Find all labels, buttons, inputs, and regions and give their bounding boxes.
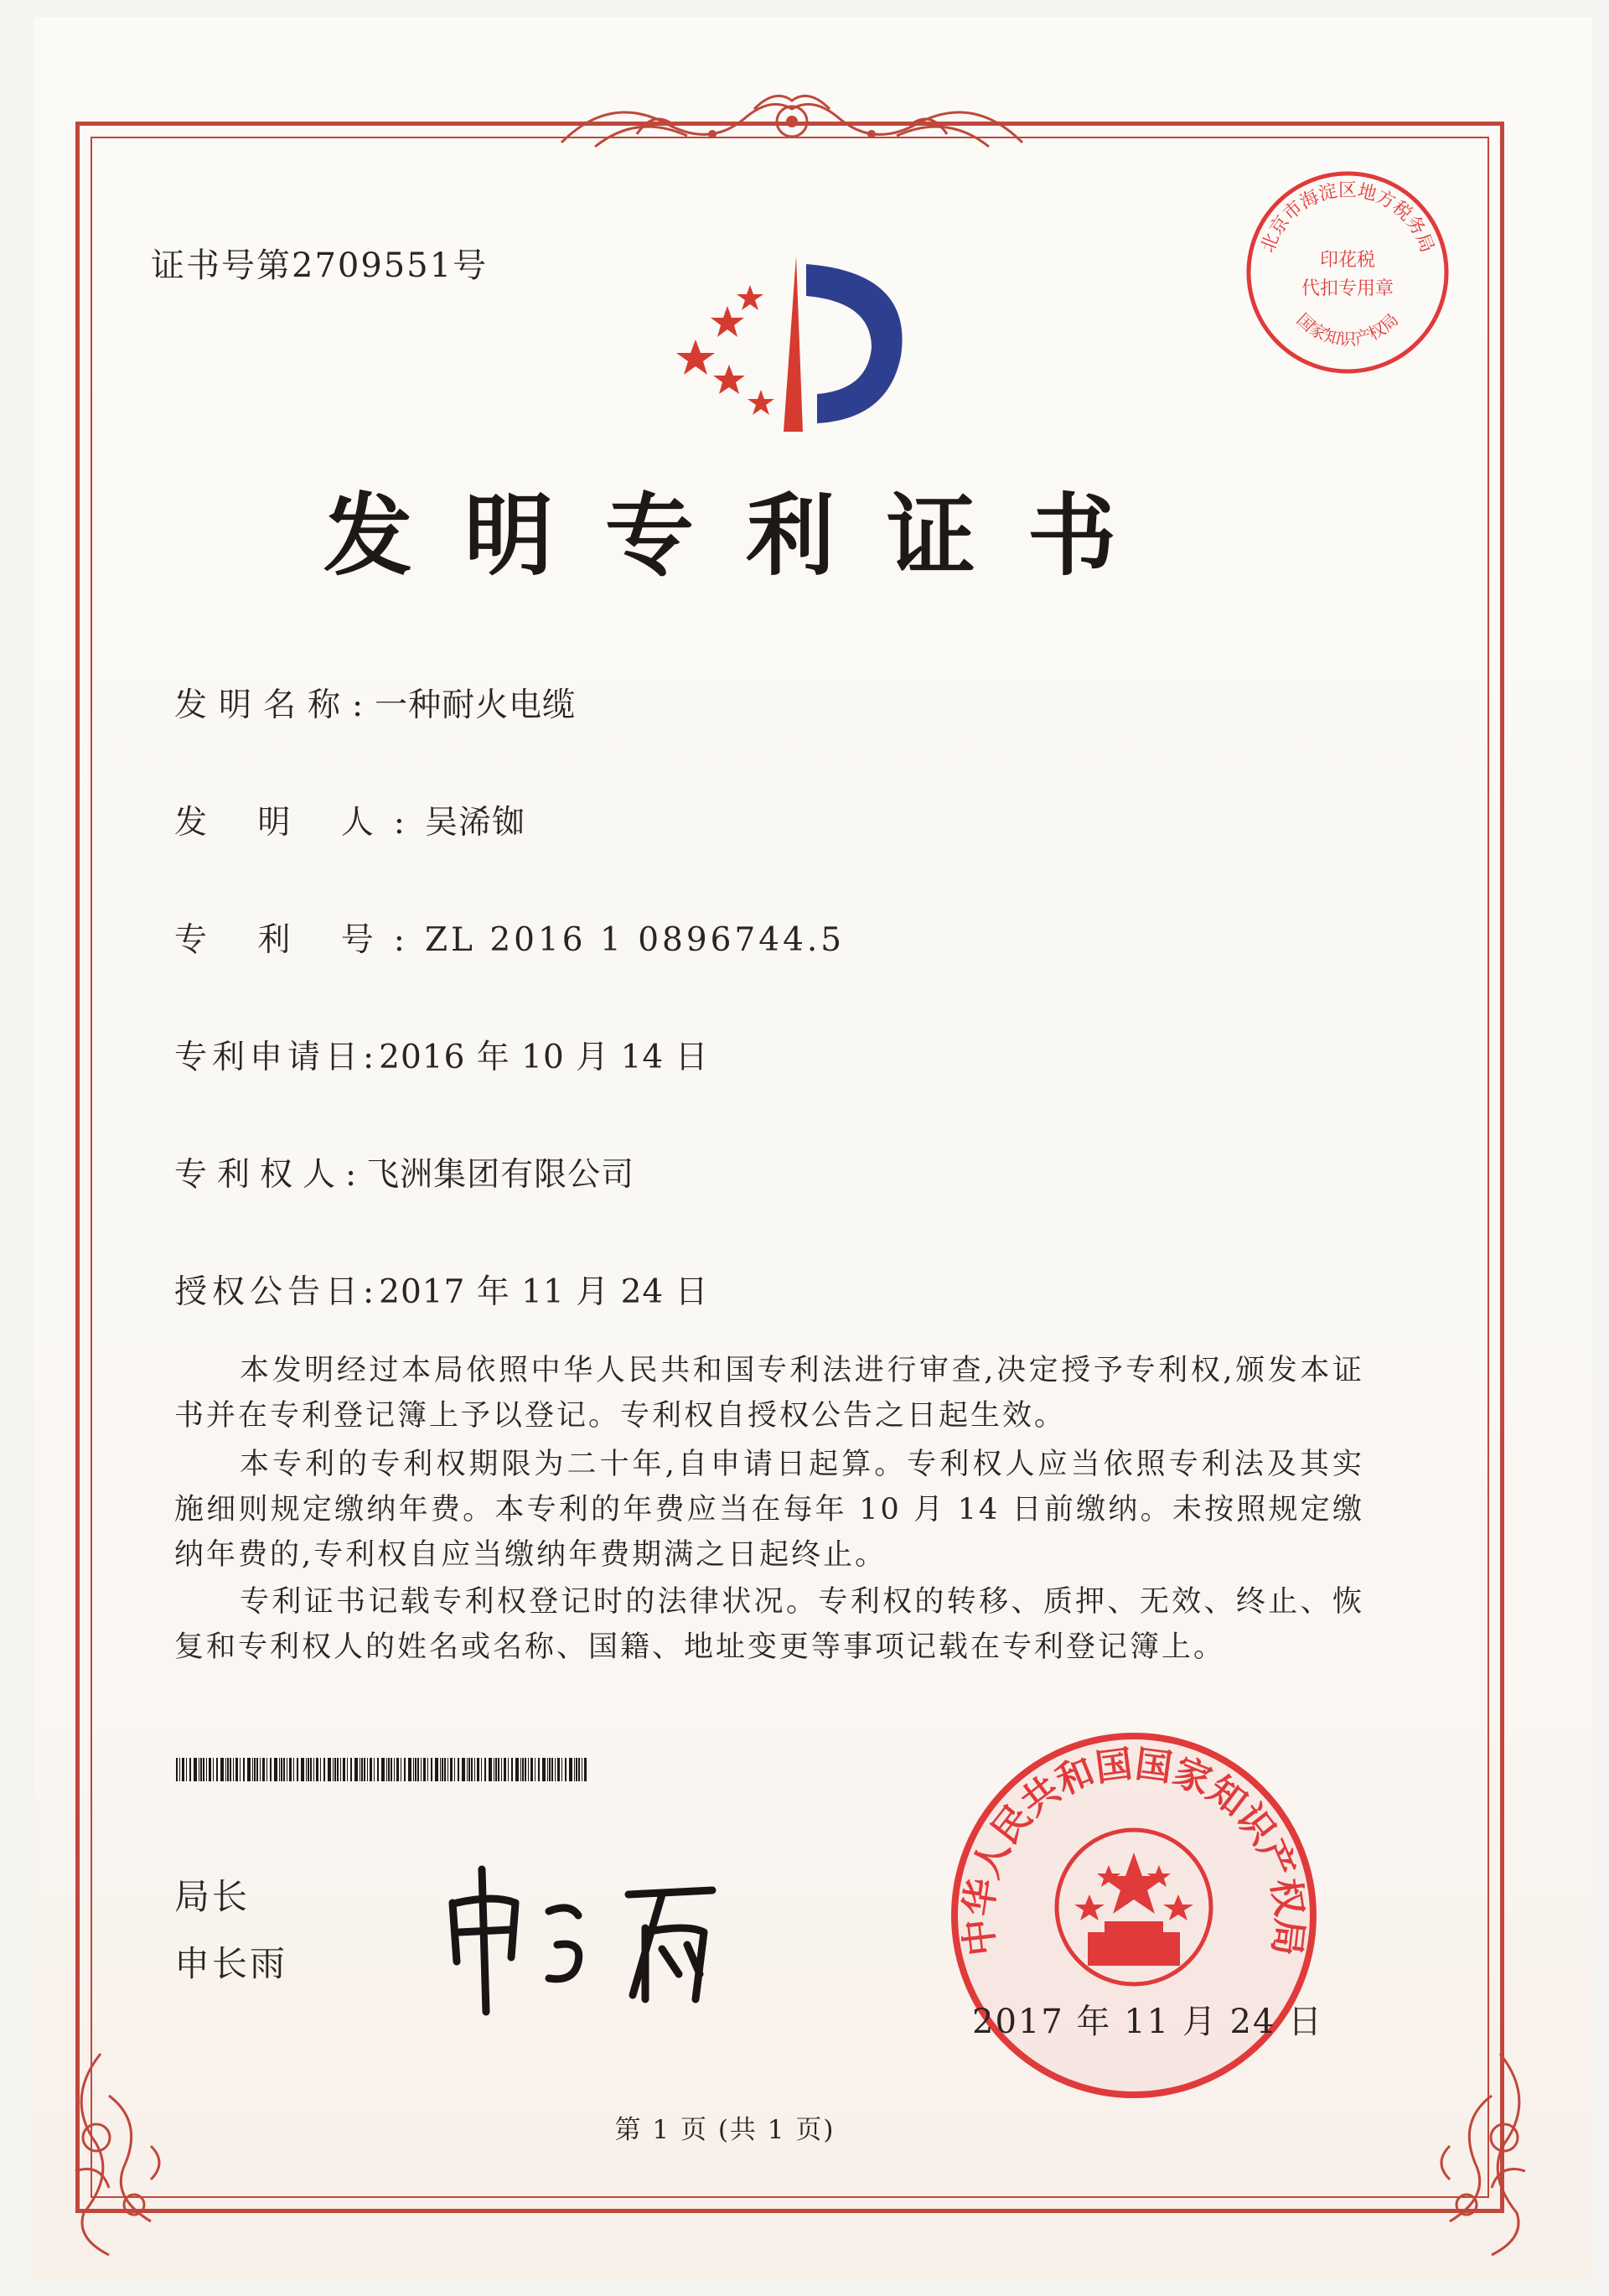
grant-date-value: 2017 年 11 月 24 日 [379, 1273, 709, 1311]
field-application-date [174, 1031, 709, 1078]
grant-date-label: 授权公告日: [174, 1273, 380, 1311]
logo-blue-arc [806, 264, 903, 423]
tax-stamp-ring-text: 北京市海淀区地方税务局 [1257, 179, 1438, 256]
paragraph-term-fees: 本专利的专利权期限为二十年,自申请日起算。专利权人应当依照专利法及其实施细则规定缴纳年费。本专利的年费应当在每年 10 月 14 日前缴纳。未按照规定缴纳年费的,专利权自应当缴纳年费期满之日起终止。 [174, 1448, 1364, 1572]
certificate-number [151, 239, 488, 287]
logo-stars [676, 285, 774, 415]
barcode [176, 1758, 587, 1781]
page-title: 发明专利证书 [323, 485, 1168, 588]
cnipa-logo [662, 239, 930, 448]
invention-name-label: 发明名称: [174, 687, 375, 724]
field-patent-number [174, 914, 845, 961]
patent-number-label: 专 利 号: [174, 921, 425, 959]
inventor-label: 发 明 人: [174, 804, 425, 842]
logo-red-blade [784, 256, 803, 432]
certificate-number-value: 2709551 [292, 246, 453, 285]
tax-stamp-line2: 代扣专用章 [1301, 278, 1394, 299]
invention-name-value: 一种耐火电缆 [375, 687, 577, 724]
director-name: 申长雨 [174, 1943, 288, 1984]
paragraph-legal-status: 专利证书记载专利权登记时的法律状况。专利权的转移、质押、无效、终止、恢复和专利权人的姓名或名称、国籍、地址变更等事项记载在专利登记簿上。 [174, 1585, 1364, 1664]
application-date-value: 2016 年 10 月 14 日 [379, 1039, 709, 1076]
certificate-number-suffix: 号 [453, 246, 489, 285]
patent-number-value: ZL 2016 1 0896744.5 [424, 921, 846, 959]
tax-stamp-bottom-text: 国家知识产权局 [1292, 309, 1403, 350]
director-title: 局长 [174, 1876, 251, 1917]
director-signature [436, 1853, 788, 2020]
field-invention-name [174, 679, 576, 726]
patentee-label: 专利权人: [174, 1156, 367, 1194]
corner-ornament-right [1383, 2045, 1550, 2263]
corner-ornament-left [50, 2045, 210, 2263]
issue-date: 2017 年 11 月 24 日 [972, 2003, 1324, 2041]
inventor-value: 吴浠铷 [424, 804, 525, 842]
field-inventor [174, 796, 525, 843]
official-seal [945, 1727, 1322, 2104]
patentee-value: 飞洲集团有限公司 [366, 1156, 635, 1194]
tax-stamp [1239, 163, 1456, 381]
paragraph-grant-statement: 本发明经过本局依照中华人民共和国专利法进行审查,决定授予专利权,颁发本证书并在专利登记簿上予以登记。专利权自授权公告之日起生效。 [174, 1354, 1364, 1433]
top-ornament [545, 84, 1039, 163]
official-seal-ring-text: 中华人民共和国国家知识产权局 [956, 1743, 1312, 1958]
certificate-number-label: 证书号第 [151, 246, 292, 285]
field-grant-date [174, 1266, 709, 1313]
application-date-label: 专利申请日: [174, 1039, 380, 1076]
field-patentee [174, 1148, 634, 1195]
tax-stamp-line1: 印花税 [1319, 250, 1376, 271]
page-indicator: 第 1 页 (共 1 页) [614, 2115, 836, 2145]
